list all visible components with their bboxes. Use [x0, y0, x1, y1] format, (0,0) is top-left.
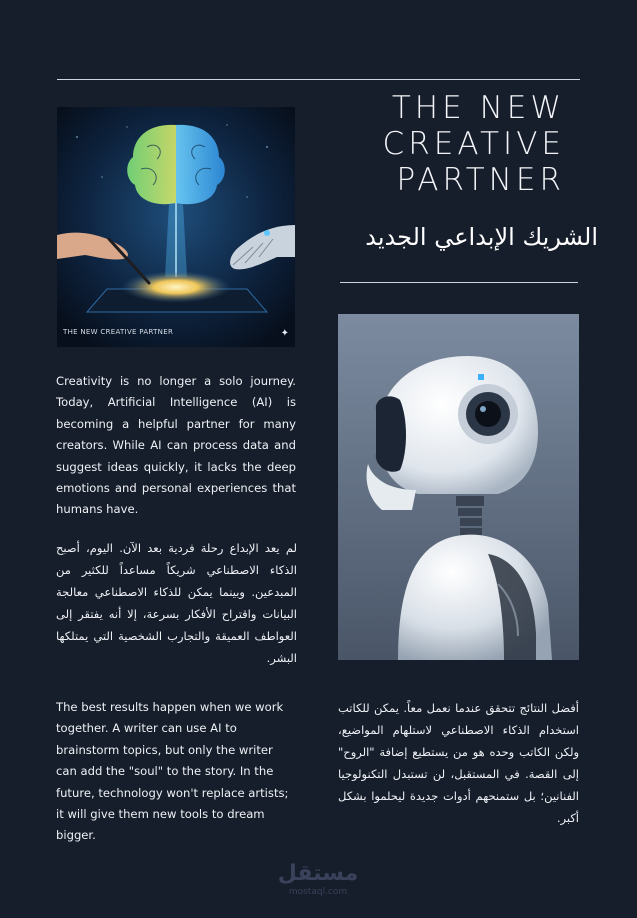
page-title-arabic: الشريك الإبداعي الجديد [365, 223, 598, 251]
image-caption: THE NEW CREATIVE PARTNER [63, 328, 174, 336]
watermark-latin: mostaql.com [288, 887, 348, 897]
paragraph-english-intro: Creativity is no longer a solo journey. Today, Artificial Intelligence (AI) is becoming a helpful partner for many creators. While AI can process data and suggest ideas quickly, it lacks the deep emotions and personal experiences that humans have. [56, 374, 296, 517]
top-divider [57, 79, 580, 80]
paragraph-arabic-conclusion: أفضل النتائج تتحقق عندما نعمل معاً. يمكن للكاتب استخدام الذكاء الاصطناعي لاستلهام المواضيع، ولكن الكاتب وحده هو من يستطيع إضافة "الروح" إلى القصة. في المستقبل، لن تستبدل التكنولوجيا الفنانين؛ بل ستمنحهم أدوات جديدة ليحلموا بشكل أكبر. [338, 701, 579, 825]
brain-artwork [57, 107, 295, 347]
paragraph-arabic-intro: لم يعد الإبداع رحلة فردية بعد الآن. اليوم، أصبح الذكاء الاصطناعي شريكاً مساعداً للكثير من المبدعين. وبينما يمكن للذكاء الاصطناعي معالجة البيانات واقتراح الأفكار بسرعة، إلا أنه يفتقر إلى العواطف العميقة والتجارب الشخصية التي يمتلكها البشر. [56, 541, 297, 665]
title-divider [340, 282, 578, 283]
mostaql-watermark [276, 862, 360, 897]
watermark-arabic: مستقل [277, 861, 359, 886]
robot-artwork [338, 314, 579, 660]
page-title-english: THE NEW CREATIVE PARTNER [382, 90, 565, 198]
sparkle-icon: ✦ [280, 328, 289, 339]
paragraph-english-conclusion: The best results happen when we work together. A writer can use AI to brainstorm topics, but only the writer can add the "soul" to the story. In the future, technology won't replace artists; it will give them new tools to dream bigger. [56, 700, 289, 843]
robot-illustration [338, 314, 579, 660]
brain-hands-illustration [57, 107, 295, 347]
